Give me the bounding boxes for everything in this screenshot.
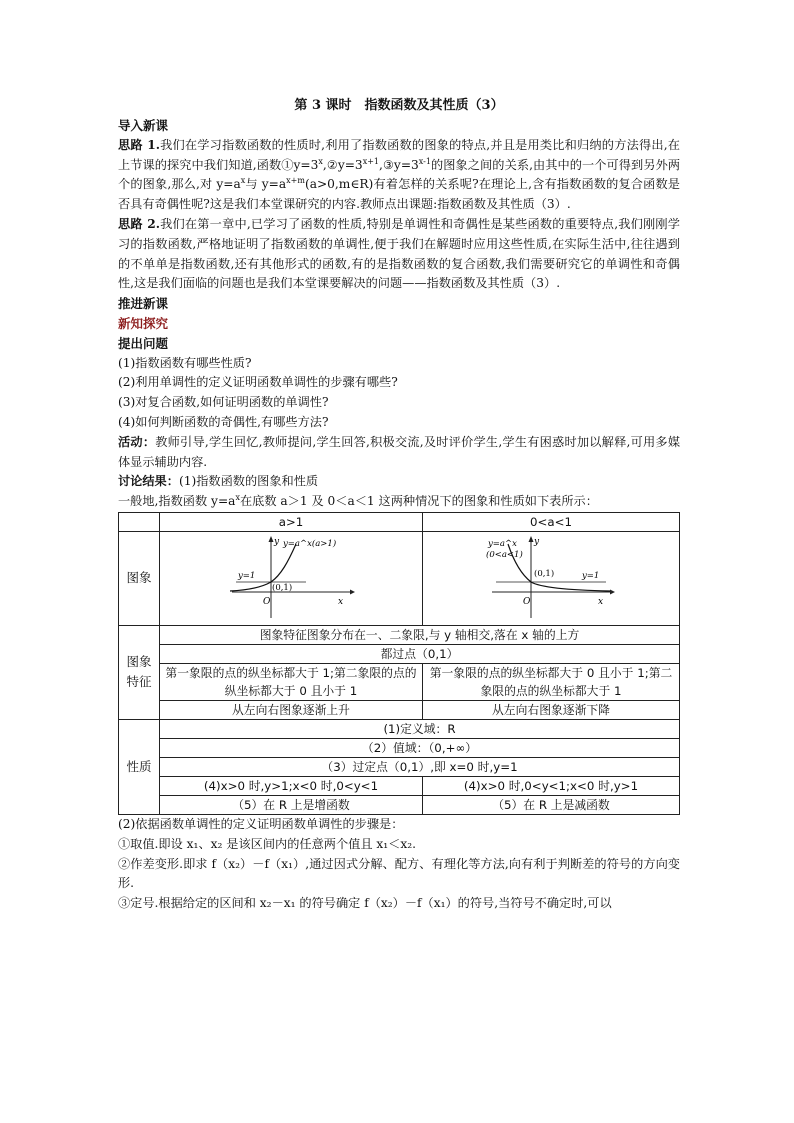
result-label: 讨论结果： [118, 474, 179, 489]
exp-sup: x [318, 156, 323, 166]
general-paragraph [118, 492, 680, 512]
idea2-text: 我们在第一章中,已学习了函数的性质,特别是单调性和奇偶性是某些函数的重要特点,我们刚刚学习的指数函数,严格地证明了指数函数的单调性,便于我们在解题时应用这些性质,在实际生活中,往往遇到的不单单是指数函数,还有其他形式的函数,有的是指数函数的复合函数,我们需要研究它的单调性和奇偶性,这是我们面临的问题也是我们本堂课要解决的问题——指数函数及其性质（3）. [118, 216, 680, 291]
graph-cell-decreasing [423, 531, 680, 625]
x-axis-arrow-icon [610, 589, 615, 594]
prop-1: (1)定义域：R [160, 719, 680, 738]
y-label: y [274, 536, 280, 547]
activity-text: 教师引导,学生回忆,教师提问,学生回答,积极交流,及时评价学生,学生有困惑时加以解释,可用多媒体显示辅助内容. [118, 434, 681, 469]
result-text: (1)指数函数的图象和性质 [178, 474, 319, 489]
result-paragraph [118, 472, 680, 492]
idea2-label: 思路 2. [118, 216, 160, 231]
activity-paragraph [118, 433, 680, 473]
exp-sup: x [235, 493, 240, 503]
origin-label: O [523, 596, 531, 607]
properties-table [118, 512, 680, 815]
question-item: (4)如何判断函数的奇偶性,有哪些方法? [118, 414, 329, 429]
idea1-text: ,③y=3 [379, 157, 419, 172]
document-page [118, 96, 680, 914]
exp-sup: x+m [286, 176, 305, 186]
line-label: y=1 [582, 570, 600, 581]
col-header-a-gt-1: a>1 [160, 512, 423, 531]
row-label-feature: 图象特征 [119, 625, 160, 719]
advance-heading: 推进新课 [118, 296, 169, 312]
prop-2: （2）值域：（0,+∞） [160, 738, 680, 757]
header-blank-cell [119, 512, 160, 531]
general-text: 在底数 a＞1 及 0＜a＜1 这两种情况下的图象和性质如下表所示： [239, 494, 598, 509]
decreasing-exponential-graph [486, 532, 616, 620]
origin-label: O [263, 596, 271, 607]
exp-sup: x-1 [418, 156, 431, 166]
idea2-paragraph [118, 215, 680, 294]
exp-sup: x+1 [362, 156, 379, 166]
row-label-graph: 图象 [119, 531, 160, 625]
feature-common-2: 都过点（0,1） [160, 644, 680, 663]
feature-right-3: 第一象限的点的纵坐标都大于 0 且小于 1;第二象限的点的纵坐标都大于 1 [423, 663, 680, 700]
point-label: (0,1) [534, 568, 555, 579]
x-label: x [338, 596, 344, 607]
x-axis-arrow-icon [350, 589, 355, 594]
feature-left-3: 第一象限的点的纵坐标都大于 1;第二象限的点的纵坐标都大于 0 且小于 1 [160, 663, 423, 700]
exp-sup: x [240, 176, 246, 186]
intro-heading: 导入新课 [118, 118, 169, 133]
idea1-text: 与 y=a [245, 177, 287, 192]
func-label: y=a^x [488, 538, 517, 549]
row-label-properties: 性质 [119, 719, 160, 814]
x-label: x [598, 596, 604, 607]
feature-right-4: 从左向右图象逐渐下降 [423, 700, 680, 719]
step-3: ③定号.根据给定的区间和 x₂－x₁ 的符号确定 f（x₂）－f（x₁）的符号,当符号不确定时,可以 [118, 896, 612, 911]
idea1-label: 思路 1. [118, 137, 160, 152]
general-text: 一般地,指数函数 y=a [118, 494, 236, 509]
steps-intro: (2)依据函数单调性的定义证明函数单调性的步骤是： [118, 816, 404, 831]
func-label: y=a^x(a>1) [283, 538, 337, 549]
idea1-text: ,②y=3 [322, 157, 363, 172]
question-item: (1)指数函数有哪些性质? [118, 355, 252, 370]
idea1-text: 我们在学习指数函数的性质时,利用了指数函数的图象的特点,并且是用类比和归纳的方法得出,在上节课的探究中我们知道,函数①y=3 [118, 137, 680, 172]
question-item: (2)利用单调性的定义证明函数单调性的步骤有哪些? [118, 375, 398, 390]
y-axis-arrow-icon [269, 536, 274, 542]
y-axis-arrow-icon [529, 536, 534, 542]
exp-curve [508, 544, 610, 591]
idea1-text: (a>0,m∈R)有着怎样的关系呢?在理论上,含有指数函数的复合函数是否具有奇偶性呢?这是我们本堂课研究的内容.教师点出课题:指数函数及其性质（3）. [118, 177, 680, 212]
prop-3: （3）过定点（0,1）,即 x=0 时,y=1 [160, 757, 680, 776]
idea1-paragraph [118, 136, 680, 215]
line-label: y=1 [238, 570, 256, 581]
new-knowledge-heading: 新知探究 [118, 315, 169, 331]
func-domain-label: (0<a<1) [486, 549, 523, 560]
graph-cell-increasing [160, 531, 423, 625]
question-item: (3)对复合函数,如何证明函数的单调性? [118, 395, 329, 410]
lesson-title: 第 3 课时 指数函数及其性质（3） [294, 98, 504, 113]
feature-common-1: 图象特征图象分布在一、二象限,与 y 轴相交,落在 x 轴的上方 [160, 625, 680, 644]
point-label: (0,1) [272, 582, 293, 593]
step-2: ②作差变形.即求 f（x₂）－f（x₁）,通过因式分解、配方、有理化等方法,向有利于判断差的符号的方向变形. [118, 856, 680, 891]
prop-left-5: （5）在 R 上是增函数 [160, 795, 423, 814]
col-header-a-lt-1: 0<a<1 [423, 512, 680, 531]
prop-right-4: (4)x>0 时,0<y<1;x<0 时,y>1 [423, 776, 680, 795]
questions-heading: 提出问题 [118, 335, 169, 351]
idea1-text: 的图象之间的关系,由其中的一个可得到另外两个的图象,那么,对 y=a [118, 157, 681, 192]
increasing-exponential-graph [226, 532, 356, 620]
activity-label: 活动： [118, 434, 156, 449]
y-label: y [534, 536, 540, 547]
feature-left-4: 从左向右图象逐渐上升 [160, 700, 423, 719]
prop-left-4: (4)x>0 时,y>1;x<0 时,0<y<1 [160, 776, 423, 795]
prop-right-5: （5）在 R 上是减函数 [423, 795, 680, 814]
step-1: ①取值.即设 x₁、x₂ 是该区间内的任意两个值且 x₁＜x₂. [118, 836, 416, 851]
